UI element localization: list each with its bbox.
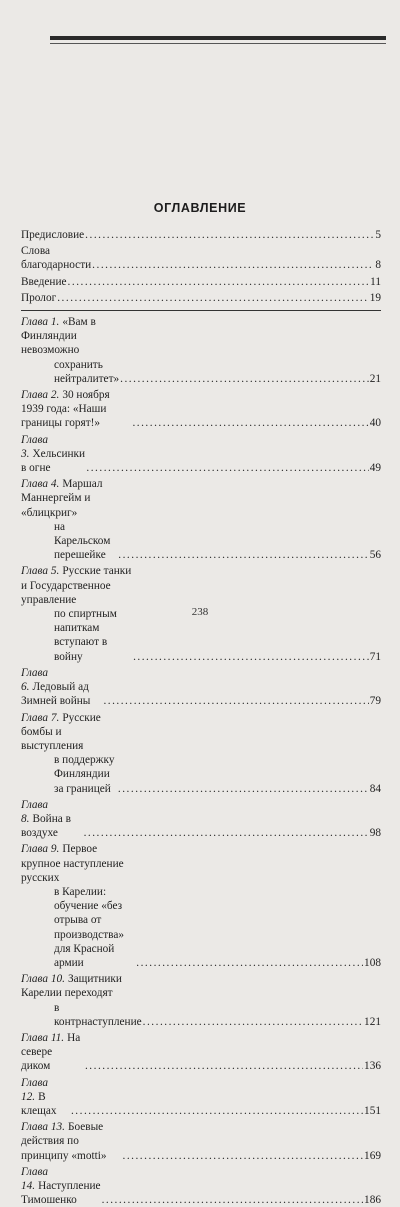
toc-entry-title <box>21 798 83 841</box>
chapter-label: Глава 6. <box>21 666 49 694</box>
toc-entry-page: 121 <box>364 1015 381 1028</box>
toc-entry-page: 79 <box>369 695 381 708</box>
toc-chapter-entry[interactable] <box>21 1031 381 1074</box>
chapter-label: Глава 9. <box>21 843 60 856</box>
toc-entry-page: 56 <box>369 549 381 562</box>
chapter-title-text: в контрнаступление <box>54 1001 142 1028</box>
dot-leader <box>118 782 369 796</box>
toc-entry-title-line <box>21 798 83 841</box>
chapter-title-text: по спиртным напиткам вступают в войну <box>54 608 117 663</box>
page-title: ОГЛАВЛЕНИЕ <box>153 201 247 215</box>
toc-entry-title <box>21 228 84 242</box>
chapter-title-text: Русские бомбы и выступления <box>21 711 101 752</box>
toc-entry-page: 98 <box>369 827 381 840</box>
toc-entry-page: 8 <box>375 259 381 272</box>
dot-leader <box>86 461 368 475</box>
toc-entry-title-line <box>21 711 117 754</box>
chapter-label: Глава 3. <box>21 433 49 460</box>
toc-entry-title-line <box>21 388 131 431</box>
toc-entry-title <box>21 244 91 272</box>
toc-entry[interactable] <box>21 244 381 272</box>
chapter-title-text: Ледовый ад Зимней войны <box>21 681 91 708</box>
toc-entry-title-line <box>21 666 102 709</box>
toc-chapter-entry[interactable] <box>21 666 381 709</box>
header-rule-thick <box>50 36 386 40</box>
toc-chapter-entry[interactable] <box>21 1120 381 1163</box>
dot-leader <box>118 548 368 562</box>
dot-leader <box>57 291 368 305</box>
toc-entry-title-line <box>21 942 135 970</box>
chapter-title-text: В клещах <box>21 1090 57 1117</box>
toc-entry-title <box>21 315 119 386</box>
toc-chapter-entry[interactable] <box>21 315 381 386</box>
toc-entry-page: 40 <box>369 417 381 430</box>
toc-entry-title <box>21 1076 70 1119</box>
toc-entry-page: 151 <box>364 1104 381 1117</box>
dot-leader <box>133 650 369 664</box>
toc-entry-title-line <box>21 1031 84 1074</box>
chapter-title-text: в Карелии: обучение «без отрыва от производства» <box>54 885 124 941</box>
toc-entry-page: 136 <box>364 1060 381 1073</box>
toc-chapter-entry[interactable] <box>21 1076 381 1119</box>
toc-chapter-entry[interactable] <box>21 1165 381 1207</box>
toc-entry-title-line <box>21 1120 122 1163</box>
dot-leader <box>103 694 368 708</box>
toc-entry-title <box>21 477 117 562</box>
toc-entry-page: 21 <box>369 372 381 385</box>
chapter-title-text: Война в воздухе <box>21 812 71 840</box>
toc-entry-page: 84 <box>369 782 381 795</box>
chapter-label: Глава 10. <box>21 973 65 986</box>
chapter-title-text: для Красной армии <box>54 942 115 969</box>
chapter-title-text: «Вам в Финляндии невозможно <box>21 316 96 357</box>
chapter-title-text: в поддержку Финляндии за границей <box>54 754 115 795</box>
dot-leader <box>84 826 369 840</box>
chapter-title-text: Первое крупное наступление русских <box>21 843 124 884</box>
chapter-title-text: Русские танки и Государственное управление <box>21 565 132 606</box>
toc-entry-title-line: Слова благодарности <box>21 245 92 272</box>
chapter-list <box>21 315 381 1207</box>
toc-entry-title <box>21 388 131 431</box>
toc-chapter-entry[interactable] <box>21 388 381 431</box>
toc-entry-title <box>21 1120 122 1163</box>
chapter-title-text: Защитники Карелии переходят <box>21 973 122 1000</box>
toc-entry-page: 5 <box>375 229 381 241</box>
toc-entry-page: 49 <box>369 462 381 475</box>
chapter-title-text: на Карельском перешейке <box>54 520 111 562</box>
toc-entry-title <box>21 1165 101 1207</box>
dot-leader <box>92 258 374 272</box>
chapter-title-text: Боевые действия по принципу «motti» <box>21 1121 107 1162</box>
chapter-label: Глава 8. <box>21 798 49 825</box>
toc-entry-title <box>21 291 56 305</box>
toc-entry-title <box>21 711 117 796</box>
dot-leader <box>102 1193 363 1207</box>
chapter-label: Глава 11. <box>21 1031 65 1044</box>
chapter-label: Глава 13. <box>21 1121 65 1134</box>
toc-chapter-entry[interactable] <box>21 798 381 841</box>
toc-entry-title-line <box>21 358 119 386</box>
toc-entry-title-line <box>21 1001 142 1029</box>
toc-entry-title-line: Предисловие <box>21 229 85 241</box>
toc-entry-title-line <box>21 1165 101 1207</box>
chapter-label: Глава 4. <box>21 478 60 491</box>
toc-entry-title <box>21 1031 84 1074</box>
chapter-title-text: Хельсинки в огне <box>21 447 86 475</box>
toc-entry[interactable] <box>21 228 381 242</box>
dot-leader <box>85 228 374 242</box>
chapter-title-text: 30 ноября 1939 года: «Наши границы горят!» <box>21 389 110 430</box>
toc-entry-title-line <box>21 1076 70 1119</box>
section-divider <box>21 310 381 311</box>
toc-entry-page: 169 <box>364 1149 381 1162</box>
chapter-label: Глава 2. <box>21 389 60 402</box>
toc-entry-title-line <box>21 564 132 607</box>
dot-leader <box>68 275 370 289</box>
toc-entry-page: 71 <box>369 650 381 663</box>
dot-leader <box>132 416 368 430</box>
dot-leader <box>123 1149 364 1163</box>
toc-entry-title-line <box>21 753 117 796</box>
chapter-label: Глава 5. <box>21 565 60 578</box>
chapter-label: Глава 12. <box>21 1076 49 1103</box>
toc-entry-title <box>21 666 102 709</box>
toc-chapter-entry[interactable] <box>21 972 381 1029</box>
intro-list <box>21 228 381 305</box>
dot-leader <box>143 1015 363 1029</box>
toc-chapter-entry[interactable] <box>21 711 381 796</box>
chapter-title-text: На севере диком <box>21 1031 81 1073</box>
dot-leader <box>120 372 369 386</box>
toc-entry[interactable] <box>21 291 381 305</box>
toc-entry-title <box>21 433 85 476</box>
toc-chapter-entry[interactable] <box>21 842 381 970</box>
toc-entry-title-line <box>21 885 135 942</box>
chapter-title-text: сохранить нейтралитет» <box>54 358 120 385</box>
toc-chapter-entry[interactable] <box>21 477 381 562</box>
toc-entry-title-line <box>21 477 117 520</box>
toc-entry-title <box>21 972 142 1029</box>
toc-entry-title-line: Введение <box>21 275 67 288</box>
dot-leader <box>136 956 363 970</box>
toc-entry-title-line <box>21 842 135 885</box>
toc-entry-page: 186 <box>364 1194 381 1207</box>
toc-entry[interactable] <box>21 275 381 289</box>
toc-entry-page: 108 <box>364 956 381 969</box>
toc-entry-title <box>21 842 135 970</box>
chapter-label: Глава 1. <box>21 316 60 329</box>
dot-leader <box>85 1059 363 1073</box>
chapter-title-text: Маршал Маннергейм и «блицкриг» <box>21 478 103 519</box>
toc-entry-title-line <box>21 972 142 1000</box>
toc-entry-page: 11 <box>370 275 381 288</box>
toc-entry-page: 19 <box>369 291 381 304</box>
toc-entry-title-line <box>21 433 85 476</box>
chapter-label: Глава 7. <box>21 711 60 724</box>
toc-entry-title-line <box>21 315 119 358</box>
toc-entry-title-line <box>21 520 117 563</box>
toc-chapter-entry[interactable] <box>21 433 381 476</box>
dot-leader <box>71 1104 363 1118</box>
table-of-contents <box>21 228 381 1207</box>
page-number: 238 <box>191 606 209 618</box>
chapter-title-text: Наступление Тимошенко <box>21 1180 101 1207</box>
toc-entry-title-line: Пролог <box>21 291 57 304</box>
chapter-label: Глава 14. <box>21 1165 49 1192</box>
header-rule-thin <box>50 43 386 44</box>
toc-entry-title <box>21 275 67 289</box>
